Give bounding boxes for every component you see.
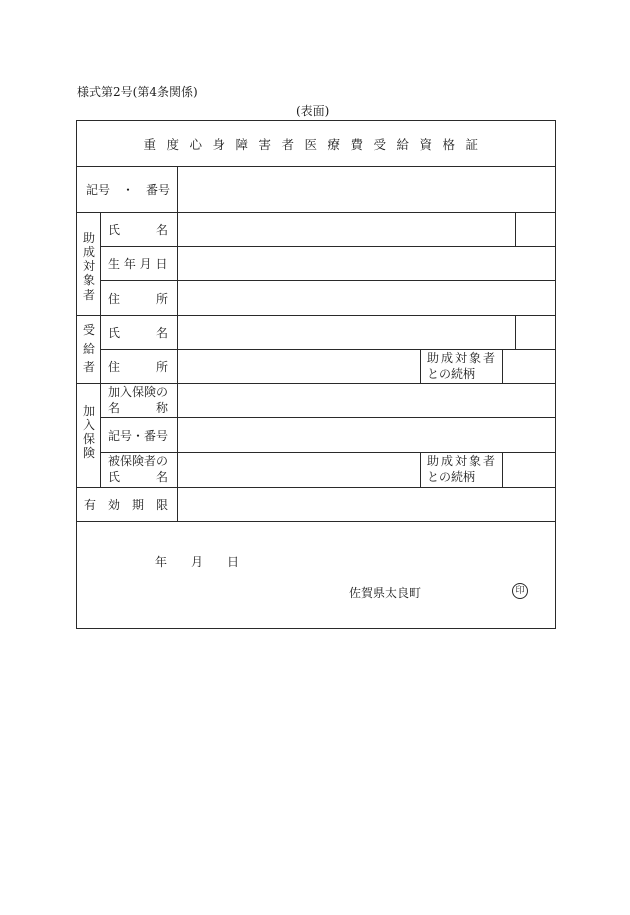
issuer-name: 佐賀県太良町 bbox=[349, 586, 422, 600]
subject-name-label: 氏 名 bbox=[108, 223, 169, 237]
rule bbox=[502, 349, 503, 383]
insured-relation-label bbox=[427, 453, 497, 485]
rule-subject-bottom bbox=[77, 315, 555, 316]
relation-line-2: との続柄 bbox=[427, 470, 476, 484]
label-column-rule bbox=[177, 166, 178, 521]
rule-title-bottom bbox=[77, 166, 555, 167]
rule bbox=[420, 452, 421, 487]
recipient-group-label: 受 給 者 bbox=[82, 323, 95, 375]
side-label: (表面) bbox=[296, 104, 330, 118]
issue-date: 年 月 日 bbox=[155, 555, 240, 569]
subject-group-label: 助 成 対 象 者 bbox=[82, 231, 95, 302]
rule bbox=[515, 212, 516, 246]
subject-birthdate-label: 生 年 月 日 bbox=[108, 257, 168, 271]
seal-mark: 印 bbox=[512, 583, 528, 599]
rule-insurance-bottom bbox=[77, 487, 555, 488]
insurance-name-label bbox=[108, 384, 168, 416]
certificate-table bbox=[76, 120, 556, 629]
code-number-label: 記号 ・ 番号 bbox=[86, 183, 171, 197]
validity-label: 有 効 期 限 bbox=[84, 498, 169, 512]
insured-line-1: 被保険者の bbox=[108, 454, 169, 468]
insurance-name-line-2: 名 称 bbox=[108, 401, 169, 415]
rule bbox=[100, 246, 555, 247]
insurance-name-line-1: 加入保険の bbox=[108, 385, 169, 399]
rule bbox=[100, 417, 555, 418]
insured-line-2: 氏 名 bbox=[108, 470, 169, 484]
insurance-group-label: 加 入 保 険 bbox=[82, 404, 95, 461]
rule bbox=[420, 349, 421, 383]
relation-line-2: との続柄 bbox=[427, 367, 476, 381]
insurance-code-label: 記号・番号 bbox=[108, 429, 169, 443]
recipient-address-label: 住 所 bbox=[108, 360, 169, 374]
recipient-name-label: 氏 名 bbox=[108, 326, 169, 340]
certificate-title: 重度心身障害者医療費受給資格証 bbox=[143, 137, 489, 152]
rule-code-bottom bbox=[77, 212, 555, 213]
insured-name-label bbox=[108, 453, 168, 485]
rule bbox=[100, 280, 555, 281]
subject-address-label: 住 所 bbox=[108, 292, 169, 306]
rule bbox=[515, 315, 516, 349]
rule bbox=[502, 452, 503, 487]
rule-validity-bottom bbox=[77, 521, 555, 522]
form-number: 様式第2号(第4条関係) bbox=[77, 85, 198, 99]
relation-line-1: 助成対象者 bbox=[427, 454, 498, 468]
relation-line-1: 助成対象者 bbox=[427, 351, 498, 365]
group-column-rule bbox=[100, 212, 101, 487]
recipient-relation-label bbox=[427, 350, 497, 382]
